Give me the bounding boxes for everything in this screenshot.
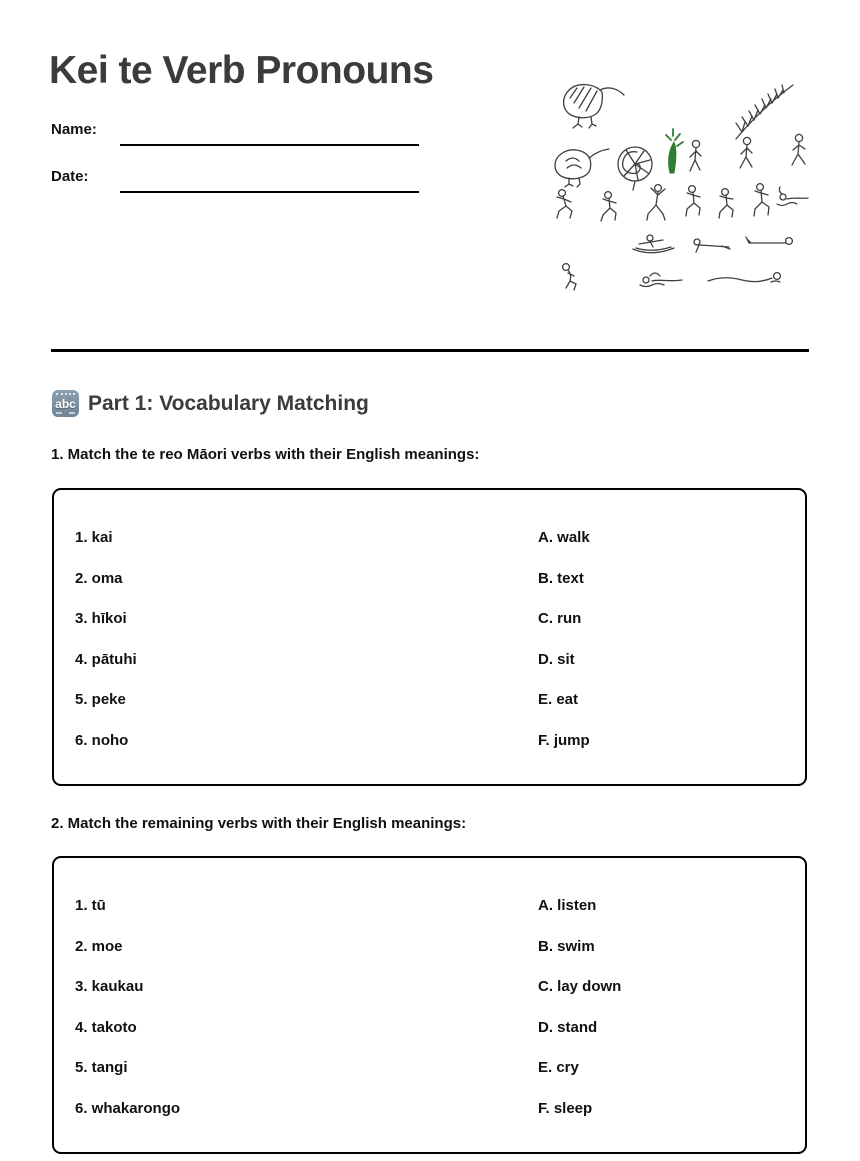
question2-prompt: 2. Match the remaining verbs with their English meanings:: [51, 815, 467, 832]
matching-box-2: [52, 856, 807, 1154]
match-term: 4. pātuhi: [75, 650, 137, 668]
match-term: 1. kai: [75, 529, 113, 546]
match-meaning: F. jump: [538, 731, 590, 749]
spiral-leaf-icon: [618, 147, 652, 190]
green-sprig-icon: [666, 129, 683, 173]
walking-figure-icon: [690, 134, 805, 171]
match-term: 5. tangi: [75, 1059, 128, 1076]
kayak-figure-icon: [633, 235, 674, 253]
kiwi-icon: [555, 149, 609, 187]
name-label: Name:: [51, 121, 97, 138]
sitting-figure-icon: [563, 264, 576, 290]
date-label: Date:: [51, 168, 89, 185]
matching-box-1-terms: [54, 490, 538, 784]
match-meaning: C. lay down: [538, 978, 622, 995]
match-meaning: D. sit: [538, 650, 575, 668]
matching-box-2-meanings: [538, 858, 805, 1152]
question1-prompt: 1. Match the te reo Māori verbs with their English meanings:: [51, 446, 480, 463]
match-term: 1. tū: [75, 897, 106, 914]
part1-heading: [52, 390, 369, 417]
matching-box-2-terms: [54, 858, 538, 1152]
swimming-figure-icon: [640, 187, 808, 287]
match-meaning: F. sleep: [538, 1099, 593, 1117]
fern-frond-icon: [736, 85, 793, 139]
match-meaning: B. text: [538, 569, 584, 587]
part1-heading-text: Part 1: Vocabulary Matching: [88, 392, 369, 415]
match-meaning: E. cry: [538, 1059, 579, 1076]
kiwi-icon: [564, 85, 624, 128]
match-term: 6. noho: [75, 731, 129, 749]
verbs-illustration: [546, 76, 812, 296]
match-term: 2. moe: [75, 937, 123, 955]
match-meaning: E. eat: [538, 691, 579, 708]
match-term: 2. oma: [75, 569, 123, 587]
match-meaning: B. swim: [538, 937, 595, 955]
match-meaning: C. run: [538, 610, 582, 627]
name-write-line: [120, 144, 419, 146]
page-title: Kei te Verb Pronouns: [49, 49, 434, 92]
running-figure-icon: [557, 184, 769, 221]
match-term: 5. peke: [75, 691, 126, 708]
match-term: 6. whakarongo: [75, 1099, 181, 1117]
lying-figure-icon: [694, 237, 792, 282]
match-meaning: A. listen: [538, 897, 597, 914]
match-meaning: D. stand: [538, 1018, 598, 1036]
matching-box-1: [52, 488, 807, 786]
abc-input-icon: abc: [52, 390, 79, 417]
match-term: 3. kaukau: [75, 978, 144, 995]
matching-box-1-meanings: [538, 490, 805, 784]
section-divider: [51, 349, 809, 352]
match-term: 4. takoto: [75, 1018, 137, 1036]
date-write-line: [120, 191, 419, 193]
match-term: 3. hīkoi: [75, 610, 127, 627]
match-meaning: A. walk: [538, 529, 590, 546]
